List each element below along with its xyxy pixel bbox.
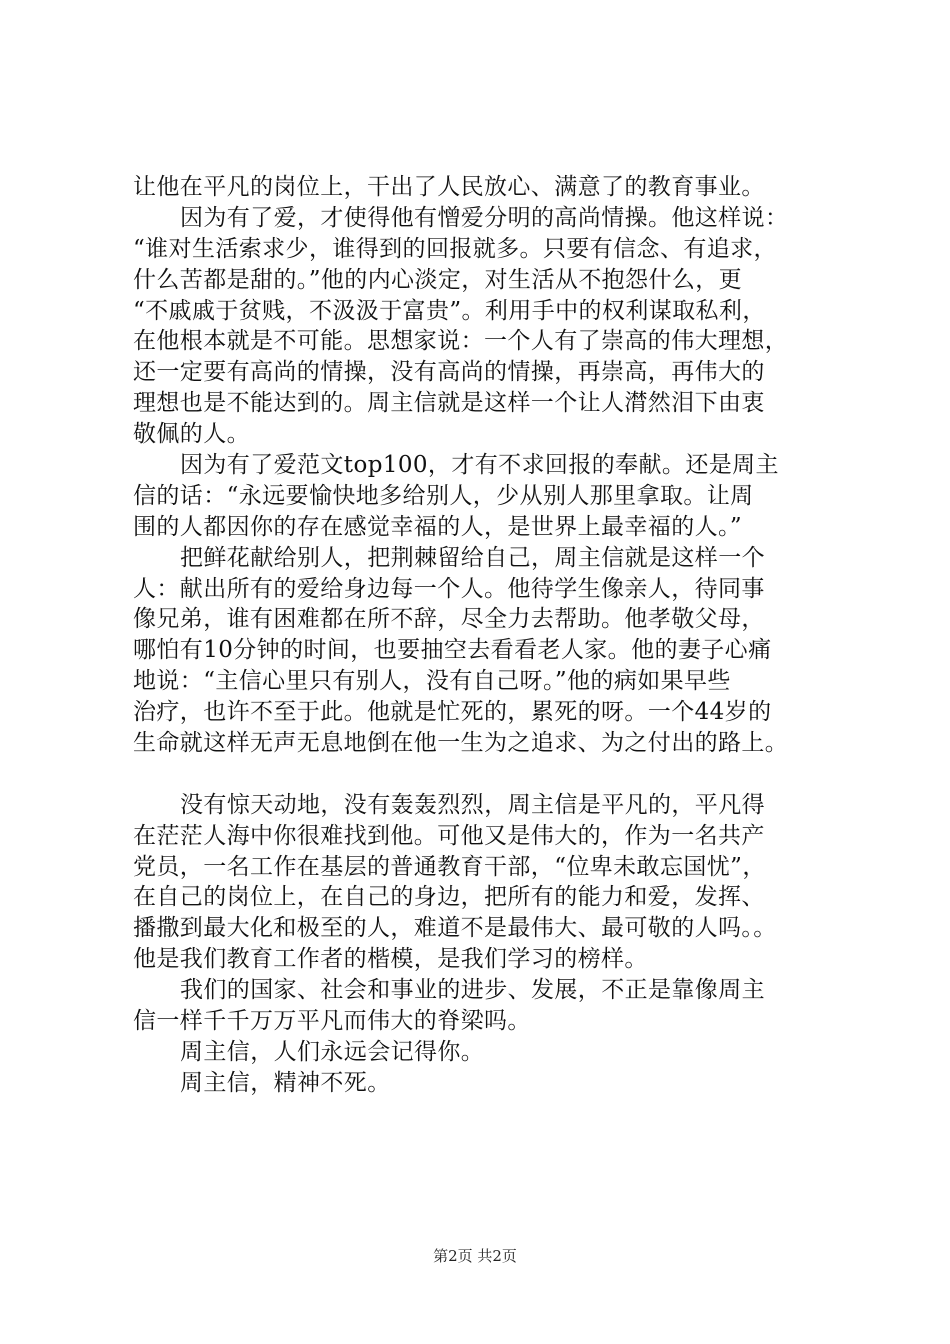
text-line: 播撒到最大化和极至的人，难道不是最伟大、最可敬的人吗。。 [133,915,777,942]
text-line: 因为有了爱范文top100，才有不求回报的奉献。还是周主 [180,452,779,479]
page-number-footer: 第2页 共2页 [433,1247,517,1265]
text-line: 还一定要有高尚的情操，没有高尚的情操，再崇高，再伟大的 [133,359,765,386]
text-line: 信一样千千万万平凡而伟大的脊梁吗。 [133,1008,531,1035]
text-line: 他是我们教育工作者的楷模，是我们学习的榜样。 [133,946,648,973]
text-line: 因为有了爱，才使得他有憎爱分明的高尚情操。他这样说： [180,204,789,231]
text-line: 在茫茫人海中你很难找到他。可他又是伟大的，作为一名共产 [133,822,765,849]
text-line: 什么苦都是甜的。”他的内心淡定，对生活从不抱怨什么，更 [133,266,743,293]
text-line: 像兄弟，谁有困难都在所不辞，尽全力去帮助。他孝敬父母， [133,606,765,633]
text-line: 党员，一名工作在基层的普通教育干部，“位卑未敢忘国忧”， [133,853,766,880]
text-line: 理想也是不能达到的。周主信就是这样一个让人潸然泪下由衷 [133,390,765,417]
text-line: 周主信，精神不死。 [180,1069,391,1096]
text-line: 敬佩的人。 [133,421,250,448]
text-line: 地说：“主信心里只有别人，没有自己呀。”他的病如果早些 [133,668,731,695]
text-line: 让他在平凡的岗位上，干出了人民放心、满意了的教育事业。 [133,174,765,200]
text-line: 哪怕有10分钟的时间，也要抽空去看看老人家。他的妻子心痛 [133,637,772,664]
text-line: 信的话：“永远要愉快地多给别人，少从别人那里拿取。让周 [133,482,754,509]
text-line: 在他根本就是不可能。思想家说：一个人有了崇高的伟大理想， [133,328,789,355]
blank-line [133,759,833,790]
text-line: 围的人都因你的存在感觉幸福的人，是世界上最幸福的人。” [133,513,743,540]
text-line: 没有惊天动地，没有轰轰烈烈，周主信是平凡的，平凡得 [180,791,765,818]
text-line: 治疗，也许不至于此。他就是忙死的，累死的呀。一个44岁的 [133,699,772,726]
text-line: 把鲜花献给别人，把荆棘留给自己，周主信就是这样一个 [180,544,765,571]
document-body [133,172,833,1099]
text-line: 在自己的岗位上，在自己的身边，把所有的能力和爱，发挥、 [133,884,765,911]
text-line: 人：献出所有的爱给身边每一个人。他待学生像亲人，待同事 [133,575,765,602]
text-line: 生命就这样无声无息地倒在他一生为之追求、为之付出的路上。 [133,730,789,757]
text-line: “不戚戚于贫贱，不汲汲于富贵”。利用手中的权利谋取私利， [133,297,766,324]
text-line: 我们的国家、社会和事业的进步、发展，不正是靠像周主 [180,977,765,1004]
text-line: “谁对生活索求少，谁得到的回报就多。只要有信念、有追求， [133,235,777,262]
text-line: 周主信，人们永远会记得你。 [180,1038,485,1065]
